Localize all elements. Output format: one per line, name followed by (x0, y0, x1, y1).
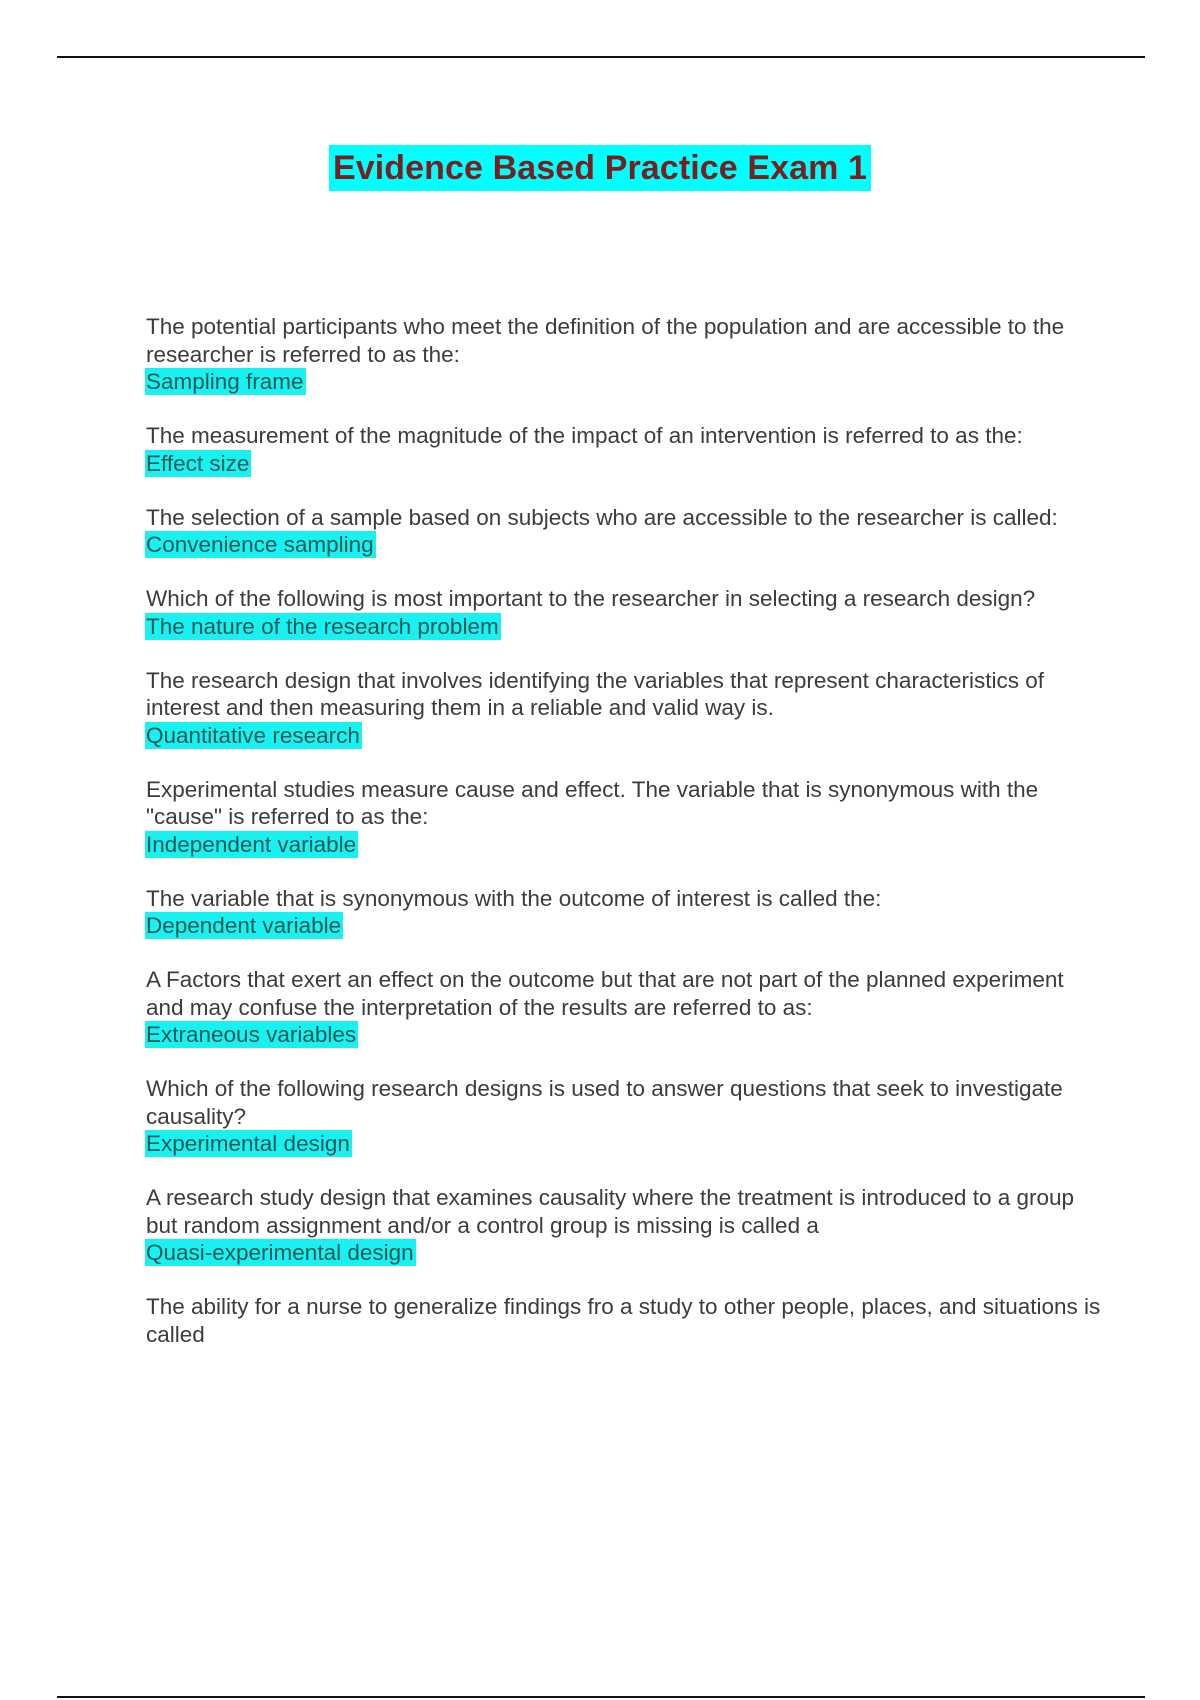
qa-item (146, 422, 1106, 477)
answer-highlight: The nature of the research problem (146, 613, 499, 639)
title-container (0, 145, 1200, 191)
document-title: Evidence Based Practice Exam 1 (329, 145, 871, 191)
qa-item (146, 885, 1106, 940)
question-text: The measurement of the magnitude of the impact of an intervention is referred to as the: (146, 423, 1023, 448)
qa-item (146, 313, 1106, 395)
answer-highlight: Dependent variable (146, 913, 342, 938)
question-text: The selection of a sample based on subjects who are accessible to the researcher is called: (146, 504, 1058, 530)
qa-item (146, 1184, 1106, 1266)
question-text: Which of the following research designs is used to answer questions that seek to investigate causality? (146, 1076, 1063, 1129)
answer-highlight: Convenience sampling (146, 532, 374, 557)
qa-item (146, 1075, 1106, 1157)
question-text: The potential participants who meet the definition of the population and are accessible to the researcher is referred to as the: (146, 314, 1065, 367)
question-list (146, 313, 1106, 1375)
answer-highlight: Sampling frame (146, 369, 304, 394)
bottom-rule (57, 1696, 1145, 1698)
question-text: The research design that involves identifying the variables that represent characteristics of interest and then measuring them in a reliable and valid way is. (146, 667, 1044, 720)
qa-item (146, 1293, 1106, 1348)
top-rule (57, 56, 1145, 58)
qa-item (146, 504, 1106, 559)
question-text: A research study design that examines causality where the treatment is introduced to a group but random assignment and/or a control group is missing is called a (146, 1185, 1075, 1238)
question-text: A Factors that exert an effect on the outcome but that are not part of the planned experiment and may confuse the interpretation of the results are referred to as: (146, 967, 1064, 1020)
answer-highlight: Independent variable (146, 831, 357, 857)
qa-item (146, 966, 1106, 1048)
answer-highlight: Quasi-experimental design (146, 1240, 414, 1265)
qa-item (146, 776, 1106, 858)
answer-highlight: Quantitative research (146, 722, 360, 748)
question-text: The variable that is synonymous with the outcome of interest is called the: (146, 885, 882, 911)
question-text: The ability for a nurse to generalize findings fro a study to other people, places, and situations is called (146, 1294, 1101, 1347)
answer-highlight: Experimental design (146, 1131, 350, 1156)
qa-item (146, 667, 1106, 749)
answer-highlight: Effect size (146, 450, 250, 476)
answer-highlight: Extraneous variables (146, 1022, 357, 1047)
question-text: Experimental studies measure cause and effect. The variable that is synonymous with the "cause" is referred to as the: (146, 776, 1039, 829)
qa-item (146, 585, 1106, 640)
question-text: Which of the following is most important to the researcher in selecting a research design? (146, 586, 1036, 611)
